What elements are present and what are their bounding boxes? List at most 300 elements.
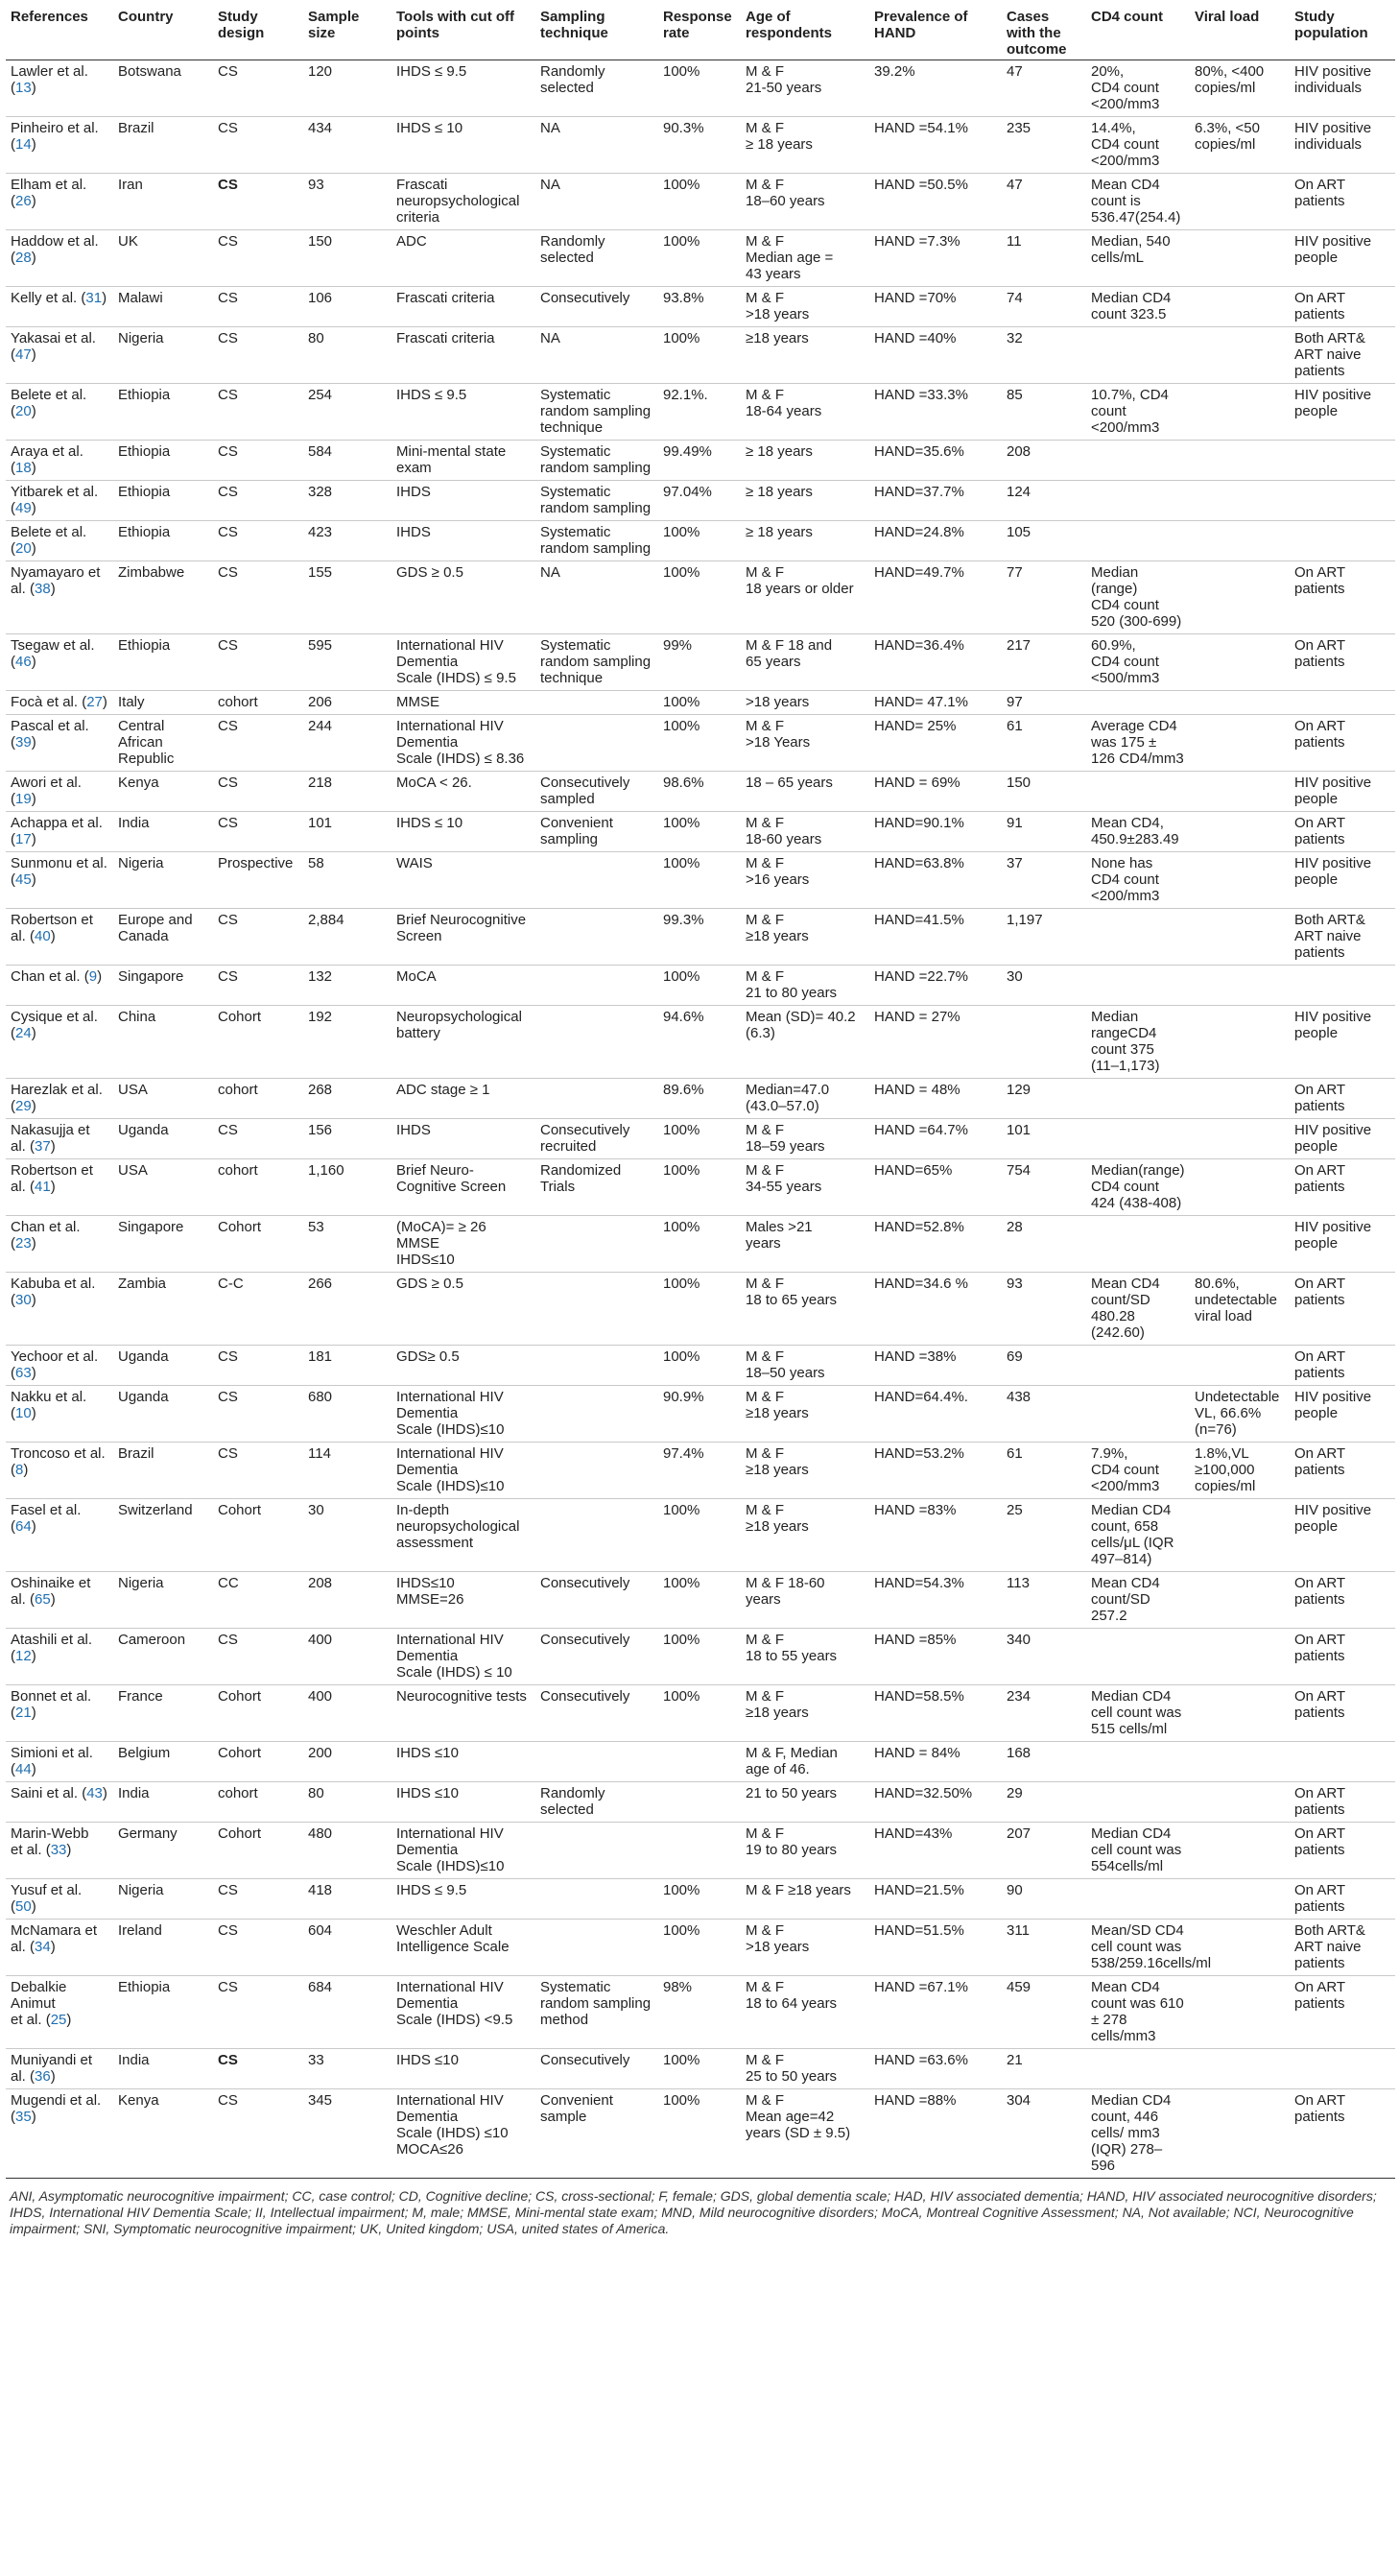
table-row <box>6 521 1395 561</box>
cases-cell: 340 <box>1002 1629 1086 1685</box>
sample-size-cell: 418 <box>303 1879 391 1920</box>
prevalence-cell: HAND=51.5% <box>869 1920 1002 1976</box>
response-rate-cell: 90.3% <box>658 117 741 174</box>
reference-author: Tsegaw et al. <box>11 637 95 654</box>
response-rate-cell: 100% <box>658 691 741 715</box>
country-cell: Europe and Canada <box>113 909 213 966</box>
cases-cell: 1,197 <box>1002 909 1086 966</box>
reference-author: Elham et al. <box>11 177 87 193</box>
cd4-count-cell <box>1086 1079 1190 1119</box>
viral-load-cell <box>1190 691 1290 715</box>
reference-cell: Belete et al. (20) <box>6 384 113 441</box>
cases-cell <box>1002 1006 1086 1079</box>
reference-author: Focà et al. <box>11 694 83 710</box>
reference-cell: Focà et al. (27) <box>6 691 113 715</box>
study-population-cell: Both ART& ART naive patients <box>1290 327 1395 384</box>
country-cell: Botswana <box>113 60 213 117</box>
country-cell: Zimbabwe <box>113 561 213 634</box>
sampling-technique-cell: Consecutively <box>535 2049 658 2089</box>
sampling-technique-cell <box>535 1823 658 1879</box>
study-design-cell: CS <box>213 384 303 441</box>
reference-link[interactable]: 40 <box>35 928 51 944</box>
study-design-cell: CS <box>213 60 303 117</box>
table-row <box>6 772 1395 812</box>
cd4-count-cell <box>1086 1782 1190 1823</box>
cases-cell: 217 <box>1002 634 1086 691</box>
sampling-technique-cell: Systematic random sampling technique <box>535 634 658 691</box>
tools-cell: MoCA < 26. <box>391 772 535 812</box>
cd4-count-cell: None has CD4 count <200/mm3 <box>1086 852 1190 909</box>
age-cell: Median=47.0 (43.0–57.0) <box>741 1079 869 1119</box>
reference-link[interactable]: 45 <box>15 871 32 888</box>
viral-load-cell <box>1190 1079 1290 1119</box>
age-cell: M & F ≥ 18 years <box>741 117 869 174</box>
reference-link[interactable]: 17 <box>15 831 32 847</box>
country-cell: Nigeria <box>113 852 213 909</box>
reference-link[interactable]: 36 <box>35 2068 51 2085</box>
study-population-cell: On ART patients <box>1290 1782 1395 1823</box>
reference-cell: Oshinaike et al. (65) <box>6 1572 113 1629</box>
reference-author: McNamara et al. <box>11 1922 98 1955</box>
cases-cell: 90 <box>1002 1879 1086 1920</box>
prevalence-cell: HAND =38% <box>869 1346 1002 1386</box>
reference-link[interactable]: 43 <box>86 1785 103 1801</box>
reference-link[interactable]: 14 <box>15 136 32 153</box>
viral-load-cell <box>1190 772 1290 812</box>
study-design-cell: CS <box>213 561 303 634</box>
reference-link[interactable]: 50 <box>15 1898 32 1915</box>
sample-size-cell: 244 <box>303 715 391 772</box>
tools-cell: Frascati criteria <box>391 327 535 384</box>
prevalence-cell: HAND =85% <box>869 1629 1002 1685</box>
study-design-cell: CS <box>213 1879 303 1920</box>
table-body <box>6 60 1395 2179</box>
study-design-cell: CS <box>213 634 303 691</box>
age-cell: M & F 21-50 years <box>741 60 869 117</box>
age-cell: M & F, Median age of 46. <box>741 1742 869 1782</box>
age-cell: ≥ 18 years <box>741 521 869 561</box>
sample-size-cell: 101 <box>303 812 391 852</box>
study-design-cell: CC <box>213 1572 303 1629</box>
tools-cell: GDS ≥ 0.5 <box>391 561 535 634</box>
country-cell: Malawi <box>113 287 213 327</box>
reference-link[interactable]: 26 <box>15 193 32 209</box>
tools-cell: IHDS ≤ 10 <box>391 117 535 174</box>
cd4-count-cell: Mean/SD CD4 cell count was 538/259.16cells/ml <box>1086 1920 1190 1976</box>
tools-cell: GDS ≥ 0.5 <box>391 1273 535 1346</box>
study-design-cell: CS <box>213 2089 303 2179</box>
tools-cell: GDS≥ 0.5 <box>391 1346 535 1386</box>
reference-cell: Fasel et al. (64) <box>6 1499 113 1572</box>
prevalence-cell: HAND =64.7% <box>869 1119 1002 1159</box>
tools-cell: International HIV Dementia Scale (IHDS)≤10 <box>391 1443 535 1499</box>
column-header: Country <box>113 6 213 60</box>
cd4-count-cell <box>1086 691 1190 715</box>
reference-cell: McNamara et al. (34) <box>6 1920 113 1976</box>
study-population-cell: On ART patients <box>1290 634 1395 691</box>
study-design-cell: Cohort <box>213 1685 303 1742</box>
sample-size-cell: 345 <box>303 2089 391 2179</box>
table-row <box>6 1386 1395 1443</box>
study-population-cell: HIV positive people <box>1290 1006 1395 1079</box>
country-cell: Ireland <box>113 1920 213 1976</box>
sampling-technique-cell: Randomly selected <box>535 1782 658 1823</box>
reference-author: Marin-Webb et al. <box>11 1825 89 1858</box>
sampling-technique-cell <box>535 1346 658 1386</box>
country-cell: Ethiopia <box>113 441 213 481</box>
prevalence-cell: HAND=58.5% <box>869 1685 1002 1742</box>
viral-load-cell <box>1190 230 1290 287</box>
response-rate-cell <box>658 1742 741 1782</box>
reference-link[interactable]: 12 <box>15 1648 32 1664</box>
reference-author: Achappa et al. <box>11 815 103 831</box>
cd4-count-cell: 10.7%, CD4 count <200/mm3 <box>1086 384 1190 441</box>
sampling-technique-cell: Consecutively sampled <box>535 772 658 812</box>
reference-link[interactable]: 63 <box>15 1365 32 1381</box>
table-row <box>6 1920 1395 1976</box>
study-population-cell: On ART patients <box>1290 174 1395 230</box>
reference-link[interactable]: 33 <box>50 1842 67 1858</box>
study-design-cell: CS <box>213 1920 303 1976</box>
study-design-cell: Cohort <box>213 1742 303 1782</box>
reference-cell: Araya et al. (18) <box>6 441 113 481</box>
reference-cell: Cysique et al. (24) <box>6 1006 113 1079</box>
age-cell: M & F 18 years or older <box>741 561 869 634</box>
study-population-cell: HIV positive individuals <box>1290 60 1395 117</box>
response-rate-cell: 100% <box>658 1685 741 1742</box>
prevalence-cell: HAND =83% <box>869 1499 1002 1572</box>
table-row <box>6 1782 1395 1823</box>
reference-link[interactable]: 13 <box>15 80 32 96</box>
reference-link[interactable]: 27 <box>86 694 103 710</box>
age-cell: M & F ≥18 years <box>741 1499 869 1572</box>
table-row <box>6 287 1395 327</box>
sample-size-cell: 132 <box>303 966 391 1006</box>
viral-load-cell: 80.6%, undetectable viral load <box>1190 1273 1290 1346</box>
response-rate-cell: 100% <box>658 812 741 852</box>
age-cell: Males >21 years <box>741 1216 869 1273</box>
reference-link[interactable]: 25 <box>50 2012 67 2028</box>
study-population-cell <box>1290 2049 1395 2089</box>
sample-size-cell: 58 <box>303 852 391 909</box>
sampling-technique-cell: Consecutively <box>535 1572 658 1629</box>
cd4-count-cell <box>1086 772 1190 812</box>
reference-author: Robertson et al. <box>11 1162 93 1195</box>
reference-link[interactable]: 21 <box>15 1705 32 1721</box>
country-cell: India <box>113 2049 213 2089</box>
reference-cell: Harezlak et al. (29) <box>6 1079 113 1119</box>
sampling-technique-cell: Convenient sample <box>535 2089 658 2179</box>
cd4-count-cell: Mean CD4 count/SD 480.28 (242.60) <box>1086 1273 1190 1346</box>
study-population-cell: Both ART& ART naive patients <box>1290 1920 1395 1976</box>
prevalence-cell: HAND =50.5% <box>869 174 1002 230</box>
sampling-technique-cell: Systematic random sampling <box>535 481 658 521</box>
reference-author: Pascal et al. <box>11 718 89 734</box>
reference-link[interactable]: 34 <box>35 1939 51 1955</box>
sample-size-cell: 268 <box>303 1079 391 1119</box>
sampling-technique-cell <box>535 715 658 772</box>
sample-size-cell: 604 <box>303 1920 391 1976</box>
sample-size-cell: 480 <box>303 1823 391 1879</box>
table-row <box>6 2089 1395 2179</box>
country-cell: Singapore <box>113 966 213 1006</box>
reference-link[interactable]: 31 <box>85 290 103 306</box>
cd4-count-cell <box>1086 2049 1190 2089</box>
reference-author: Simioni et al. <box>11 1745 93 1761</box>
study-design-cell: CS <box>213 230 303 287</box>
cases-cell: 37 <box>1002 852 1086 909</box>
column-header: References <box>6 6 113 60</box>
sample-size-cell: 254 <box>303 384 391 441</box>
sample-size-cell: 2,884 <box>303 909 391 966</box>
tools-cell: International HIV Dementia Scale (IHDS)≤10 <box>391 1386 535 1443</box>
column-header: Study design <box>213 6 303 60</box>
sampling-technique-cell: Systematic random sampling <box>535 521 658 561</box>
reference-link[interactable]: 8 <box>15 1462 24 1478</box>
table-row <box>6 2049 1395 2089</box>
cases-cell: 74 <box>1002 287 1086 327</box>
study-population-cell: On ART patients <box>1290 561 1395 634</box>
sampling-technique-cell: Consecutively <box>535 1629 658 1685</box>
study-population-cell: Both ART& ART naive patients <box>1290 909 1395 966</box>
study-design-cell: C-C <box>213 1273 303 1346</box>
table-row <box>6 327 1395 384</box>
response-rate-cell <box>658 1823 741 1879</box>
cases-cell: 69 <box>1002 1346 1086 1386</box>
response-rate-cell: 100% <box>658 561 741 634</box>
study-population-cell: On ART patients <box>1290 2089 1395 2179</box>
study-population-cell: On ART patients <box>1290 1443 1395 1499</box>
study-design-cell: CS <box>213 715 303 772</box>
study-design-cell: CS <box>213 441 303 481</box>
cases-cell: 105 <box>1002 521 1086 561</box>
response-rate-cell: 99% <box>658 634 741 691</box>
reference-link[interactable]: 38 <box>35 581 51 597</box>
column-header: Tools with cut off points <box>391 6 535 60</box>
tools-cell: MMSE <box>391 691 535 715</box>
prevalence-cell: HAND =88% <box>869 2089 1002 2179</box>
reference-link[interactable]: 37 <box>35 1138 51 1155</box>
age-cell: ≥ 18 years <box>741 481 869 521</box>
response-rate-cell: 100% <box>658 966 741 1006</box>
sample-size-cell: 1,160 <box>303 1159 391 1216</box>
reference-link[interactable]: 29 <box>15 1098 32 1114</box>
viral-load-cell <box>1190 1823 1290 1879</box>
reference-link[interactable]: 20 <box>15 540 32 557</box>
study-design-cell: Cohort <box>213 1823 303 1879</box>
prevalence-cell: HAND=90.1% <box>869 812 1002 852</box>
reference-link[interactable]: 46 <box>15 654 32 670</box>
sampling-technique-cell <box>535 1079 658 1119</box>
reference-link[interactable]: 39 <box>15 734 32 751</box>
prevalence-cell: HAND=52.8% <box>869 1216 1002 1273</box>
tools-cell: IHDS <box>391 481 535 521</box>
response-rate-cell: 92.1%. <box>658 384 741 441</box>
table-row <box>6 812 1395 852</box>
table-row <box>6 966 1395 1006</box>
table-row <box>6 174 1395 230</box>
country-cell: Singapore <box>113 1216 213 1273</box>
viral-load-cell: 1.8%,VL ≥100,000 copies/ml <box>1190 1443 1290 1499</box>
reference-link[interactable]: 49 <box>15 500 32 516</box>
reference-cell: Troncoso et al. (8) <box>6 1443 113 1499</box>
column-header: CD4 count <box>1086 6 1190 60</box>
age-cell: M & F >16 years <box>741 852 869 909</box>
viral-load-cell <box>1190 1499 1290 1572</box>
age-cell: M & F 18 to 55 years <box>741 1629 869 1685</box>
reference-link[interactable]: 28 <box>15 250 32 266</box>
prevalence-cell: HAND=65% <box>869 1159 1002 1216</box>
reference-author: Yitbarek et al. <box>11 484 99 500</box>
country-cell: Central African Republic <box>113 715 213 772</box>
response-rate-cell: 100% <box>658 715 741 772</box>
study-population-cell <box>1290 481 1395 521</box>
study-design-cell: CS <box>213 1119 303 1159</box>
cd4-count-cell <box>1086 1216 1190 1273</box>
reference-link[interactable]: 18 <box>15 460 32 476</box>
reference-author: Mugendi et al. <box>11 2092 102 2109</box>
prevalence-cell: HAND =67.1% <box>869 1976 1002 2049</box>
prevalence-cell: 39.2% <box>869 60 1002 117</box>
cases-cell: 85 <box>1002 384 1086 441</box>
cases-cell: 47 <box>1002 60 1086 117</box>
viral-load-cell <box>1190 441 1290 481</box>
reference-author: Sunmonu et al. <box>11 855 107 871</box>
reference-author: Lawler et al. <box>11 63 88 80</box>
cases-cell: 61 <box>1002 715 1086 772</box>
reference-link[interactable]: 19 <box>15 791 32 807</box>
reference-link[interactable]: 35 <box>15 2109 32 2125</box>
age-cell: M & F >18 years <box>741 287 869 327</box>
sample-size-cell: 400 <box>303 1685 391 1742</box>
viral-load-cell <box>1190 1119 1290 1159</box>
sampling-technique-cell <box>535 691 658 715</box>
reference-link[interactable]: 64 <box>15 1518 32 1535</box>
sampling-technique-cell: Randomly selected <box>535 230 658 287</box>
reference-link[interactable]: 47 <box>15 346 32 363</box>
sample-size-cell: 200 <box>303 1742 391 1782</box>
cases-cell: 113 <box>1002 1572 1086 1629</box>
sample-size-cell: 434 <box>303 117 391 174</box>
response-rate-cell: 100% <box>658 1879 741 1920</box>
reference-author: Chan et al. <box>11 1219 81 1235</box>
study-population-cell: On ART patients <box>1290 1629 1395 1685</box>
age-cell: M & F 18-64 years <box>741 384 869 441</box>
study-population-cell <box>1290 1742 1395 1782</box>
tools-cell: IHDS <box>391 1119 535 1159</box>
studies-table <box>6 6 1395 2179</box>
reference-cell: Nyamayaro et al. (38) <box>6 561 113 634</box>
study-design-cell: CS <box>213 174 303 230</box>
reference-cell: Yusuf et al. (50) <box>6 1879 113 1920</box>
study-design-cell: cohort <box>213 1782 303 1823</box>
prevalence-cell: HAND=35.6% <box>869 441 1002 481</box>
reference-cell: Nakasujja et al. (37) <box>6 1119 113 1159</box>
reference-author: Oshinaike et al. <box>11 1575 91 1608</box>
age-cell: ≥18 years <box>741 327 869 384</box>
sampling-technique-cell <box>535 1443 658 1499</box>
age-cell: M & F 18 to 65 years <box>741 1273 869 1346</box>
cases-cell: 61 <box>1002 1443 1086 1499</box>
sample-size-cell: 266 <box>303 1273 391 1346</box>
reference-link[interactable]: 10 <box>15 1405 32 1421</box>
table-row <box>6 60 1395 117</box>
cd4-count-cell <box>1086 441 1190 481</box>
table-row <box>6 230 1395 287</box>
study-design-cell: CS <box>213 521 303 561</box>
study-population-cell: On ART patients <box>1290 1346 1395 1386</box>
study-design-cell: CS <box>213 2049 303 2089</box>
column-header: Viral load <box>1190 6 1290 60</box>
country-cell: Uganda <box>113 1386 213 1443</box>
tools-cell: Brief Neurocognitive Screen <box>391 909 535 966</box>
sample-size-cell: 684 <box>303 1976 391 2049</box>
cases-cell: 28 <box>1002 1216 1086 1273</box>
reference-cell: Belete et al. (20) <box>6 521 113 561</box>
prevalence-cell: HAND =7.3% <box>869 230 1002 287</box>
age-cell: ≥ 18 years <box>741 441 869 481</box>
reference-cell: Tsegaw et al. (46) <box>6 634 113 691</box>
sample-size-cell: 192 <box>303 1006 391 1079</box>
reference-link[interactable]: 44 <box>15 1761 32 1777</box>
study-population-cell: On ART patients <box>1290 1159 1395 1216</box>
cd4-count-cell: Median CD4 count 323.5 <box>1086 287 1190 327</box>
tools-cell: IHDS≤10 MMSE=26 <box>391 1572 535 1629</box>
tools-cell: International HIV Dementia Scale (IHDS) ≤10 MOCA≤26 <box>391 2089 535 2179</box>
reference-author: Pinheiro et al. <box>11 120 99 136</box>
reference-cell: Saini et al. (43) <box>6 1782 113 1823</box>
cd4-count-cell: Median(range) CD4 count 424 (438-408) <box>1086 1159 1190 1216</box>
reference-link[interactable]: 30 <box>15 1292 32 1308</box>
reference-link[interactable]: 41 <box>35 1179 51 1195</box>
country-cell: USA <box>113 1079 213 1119</box>
reference-author: Belete et al. <box>11 524 87 540</box>
study-population-cell: On ART patients <box>1290 1079 1395 1119</box>
cases-cell: 311 <box>1002 1920 1086 1976</box>
reference-author: Fasel et al. <box>11 1502 82 1518</box>
age-cell: M & F >18 years <box>741 1920 869 1976</box>
prevalence-cell: HAND= 25% <box>869 715 1002 772</box>
response-rate-cell: 100% <box>658 174 741 230</box>
age-cell: M & F 18–60 years <box>741 174 869 230</box>
reference-link[interactable]: 9 <box>88 968 98 985</box>
reference-link[interactable]: 24 <box>15 1025 32 1041</box>
sampling-technique-cell <box>535 1386 658 1443</box>
tools-cell: International HIV Dementia Scale (IHDS) ≤ 9.5 <box>391 634 535 691</box>
cd4-count-cell: Median CD4 cell count was 554cells/ml <box>1086 1823 1190 1879</box>
sampling-technique-cell <box>535 1006 658 1079</box>
sampling-technique-cell <box>535 1216 658 1273</box>
reference-author: Cysique et al. <box>11 1009 98 1025</box>
sampling-technique-cell: Convenient sampling <box>535 812 658 852</box>
sampling-technique-cell: Systematic random sampling technique <box>535 384 658 441</box>
cd4-count-cell: Mean CD4, 450.9±283.49 <box>1086 812 1190 852</box>
reference-cell: Awori et al. (19) <box>6 772 113 812</box>
sampling-technique-cell: NA <box>535 561 658 634</box>
reference-author: Nyamayaro et al. <box>11 564 101 597</box>
country-cell: Switzerland <box>113 1499 213 1572</box>
sampling-technique-cell <box>535 1879 658 1920</box>
sampling-technique-cell: NA <box>535 327 658 384</box>
study-design-cell: CS <box>213 909 303 966</box>
reference-link[interactable]: 23 <box>15 1235 32 1252</box>
reference-link[interactable]: 65 <box>35 1591 51 1608</box>
cases-cell: 129 <box>1002 1079 1086 1119</box>
sampling-technique-cell <box>535 1273 658 1346</box>
reference-link[interactable]: 20 <box>15 403 32 419</box>
sampling-technique-cell <box>535 1742 658 1782</box>
reference-cell: Chan et al. (23) <box>6 1216 113 1273</box>
